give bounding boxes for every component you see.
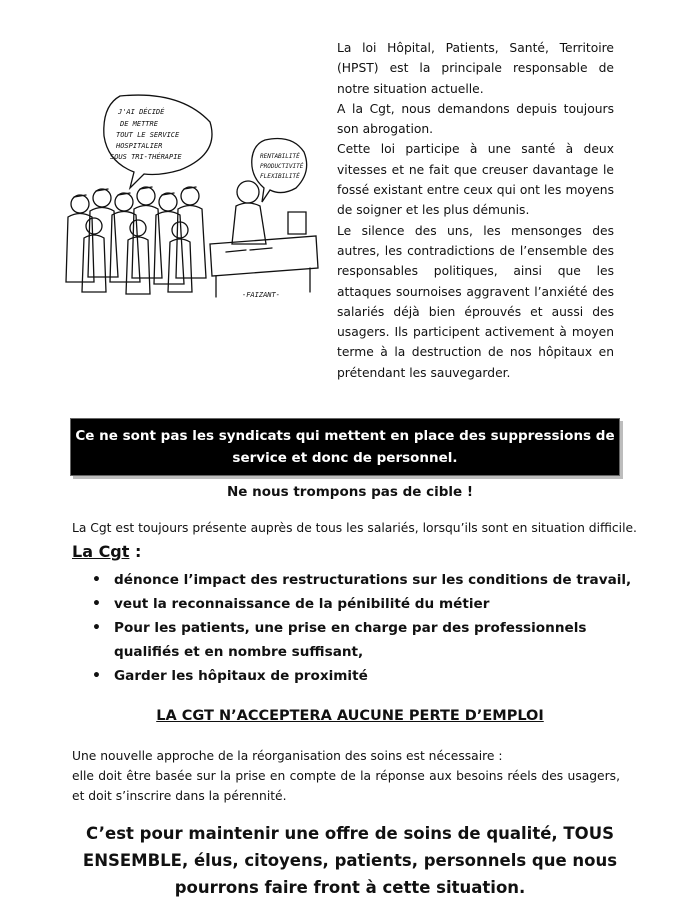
reorganisation-text [72, 746, 620, 806]
svg-text:HOSPITALIER: HOSPITALIER [116, 142, 163, 150]
cgt-demands-list [114, 568, 634, 688]
intro-text [337, 38, 614, 383]
intro-paragraph-hpst: La loi Hôpital, Patients, Santé, Territoire (HPST) est la principale responsable de notre situation actuelle. [337, 41, 614, 96]
svg-text:FLEXIBILITÉ: FLEXIBILITÉ [260, 173, 300, 180]
list-item: • Garder les hôpitaux de proximité [114, 664, 634, 688]
intro-paragraph-two-speed: Cette loi participe à une santé à deux vitesses et ne fait que creuser davantage le fossé existant entre ceux qui ont les moyens de soigner et les plus démunis. [337, 142, 614, 218]
svg-text:PRODUCTIVITÉ: PRODUCTIVITÉ [260, 163, 304, 170]
no-job-loss-heading: LA CGT N’ACCEPTERA AUCUNE PERTE D’EMPLOI [156, 708, 544, 724]
list-item: • dénonce l’impact des restructurations sur les conditions de travail, [114, 568, 634, 592]
final-statement: C’est pour maintenir une offre de soins de qualité, TOUS ENSEMBLE, élus, citoyens, patients, personnels que nous pourrons faire front à cette situation. [82, 824, 618, 897]
approach-line-1: Une nouvelle approche de la réorganisation des soins est nécessaire : [72, 749, 503, 763]
cartoon-illustration [60, 92, 322, 307]
svg-text:TOUT LE SERVICE: TOUT LE SERVICE [116, 131, 180, 139]
svg-text:DE METTRE: DE METTRE [120, 120, 158, 128]
cartoon-signature: -FAIZANT- [242, 291, 280, 299]
cgt-heading [72, 542, 141, 561]
intro-paragraph-abrogation: A la Cgt, nous demandons depuis toujours son abrogation. [337, 101, 614, 137]
cgt-heading-colon: : [129, 542, 142, 561]
cgt-heading-label: La Cgt [72, 542, 130, 561]
banner-line-1: Ce ne sont pas les syndicats qui mettent en place des suppressions de [75, 428, 615, 444]
list-item: • veut la reconnaissance de la pénibilité du métier [114, 592, 634, 616]
approach-line-2: elle doit être basée sur la prise en compte de la réponse aux besoins réels des usagers, et doit s’inscrire dans la pérennité. [72, 769, 620, 803]
intro-paragraph-silence: Le silence des uns, les mensonges des autres, les contradictions de l’ensemble des responsables politiques, ainsi que les attaques sournoises aggravent l’anxiété des salariés déjà bien éprouvés et aussi des usagers. Ils participent activement à moyen terme à la destruction de nos hôpitaux en prétendant les sauvegarder. [337, 223, 614, 380]
list-item: • Pour les patients, une prise en charge par des professionnels qualifiés et en nombre suffisant, [114, 616, 634, 664]
cgt-presence-text: La Cgt est toujours présente auprès de tous les salariés, lorsqu’ils sont en situation difficile. [72, 521, 637, 535]
banner-line-2: service et donc de personnel. [232, 450, 458, 466]
svg-text:RENTABILITÉ: RENTABILITÉ [260, 153, 300, 160]
syndicats-banner [70, 418, 620, 476]
svg-text:SOUS TRI-THÉRAPIE: SOUS TRI-THÉRAPIE [110, 153, 182, 161]
target-subtitle: Ne nous trompons pas de cible ! [226, 484, 474, 500]
svg-text:J'AI DÉCIDÉ: J'AI DÉCIDÉ [118, 108, 165, 116]
